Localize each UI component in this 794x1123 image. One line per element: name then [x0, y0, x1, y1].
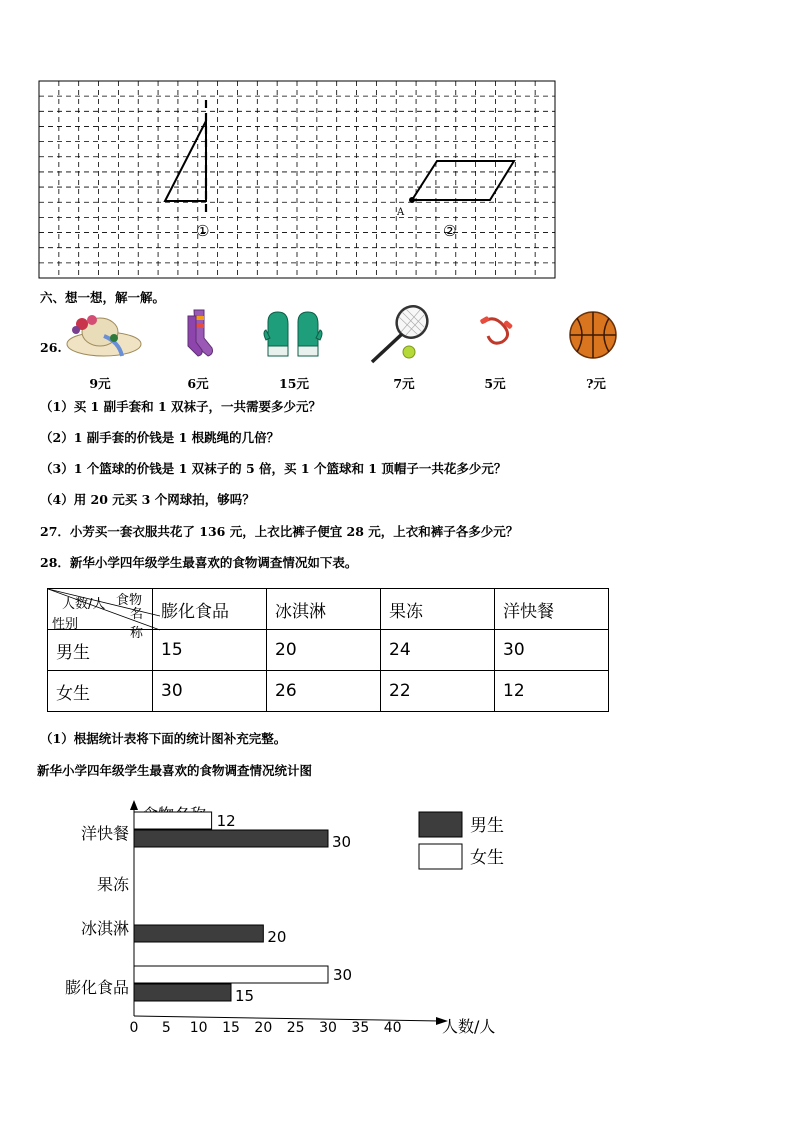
bar-boys: [134, 925, 263, 942]
section-6-title: 六、想一想，解一解。: [40, 290, 166, 305]
grid-figure: [38, 80, 558, 282]
gloves-price: 15元: [279, 376, 309, 391]
table-row-girls: [48, 671, 609, 712]
row-label-girls: 女生: [48, 671, 153, 712]
table-cell: 24: [381, 630, 495, 671]
hat-icon: [64, 308, 144, 360]
x-tick-label: 5: [161, 1020, 171, 1036]
basketball-price: ?元: [586, 376, 606, 391]
bar-label-boys: 20: [267, 928, 287, 946]
bar-label-boys: 15: [235, 987, 255, 1005]
jump-rope-icon: [478, 308, 518, 348]
corner-count-label: 人数/人: [62, 597, 106, 612]
x-tick-label: 25: [286, 1020, 305, 1036]
socks-price: 6元: [187, 376, 209, 391]
table-cell: 20: [267, 630, 381, 671]
x-tick-label: 0: [129, 1020, 139, 1036]
bar-girls: [134, 966, 328, 983]
y-tick-label: 冰淇淋: [80, 919, 129, 938]
y-tick-label: 膨化食品: [64, 978, 129, 997]
gloves-icon: [262, 308, 324, 360]
y-tick-label: 洋快餐: [80, 824, 129, 843]
point-a-label: A: [397, 207, 405, 218]
figure-2-label: ②: [443, 222, 457, 240]
table-cell: 15: [153, 630, 267, 671]
legend-label: 男生: [470, 816, 504, 836]
header-fast-food: 洋快餐: [495, 589, 609, 630]
triangle-shape: [165, 121, 206, 201]
header-ice-cream: 冰淇淋: [267, 589, 381, 630]
bar-girls: [134, 812, 212, 829]
x-tick-label: 30: [319, 1020, 337, 1036]
x-tick-label: 35: [351, 1020, 370, 1036]
basketball-icon: [568, 310, 618, 360]
q26-sub-4: （4）用 20 元买 3 个网球拍，够吗？: [40, 492, 255, 507]
bar-label-girls: 30: [333, 966, 353, 984]
bar-chart: [0, 790, 794, 1050]
table-corner-cell: [48, 589, 153, 641]
q28-sub-1: （1）根据统计表将下面的统计图补充完整。: [40, 731, 287, 746]
y-axis-arrow: [130, 800, 138, 810]
legend-swatch: [419, 844, 462, 869]
grid-lines: [39, 81, 555, 278]
q26-number: 26.: [40, 340, 62, 355]
table-cell: 26: [267, 671, 381, 712]
corner-name-label: 名称: [130, 607, 144, 641]
q26-sub-2: （2）1 副手套的价钱是 1 根跳绳的几倍？: [40, 430, 280, 445]
x-tick-label: 40: [383, 1020, 402, 1036]
bar-boys: [134, 830, 328, 847]
bar-boys: [134, 984, 231, 1001]
header-jelly: 果冻: [381, 589, 495, 630]
y-tick-label: 果冻: [96, 875, 129, 894]
jump-rope-price: 5元: [484, 376, 506, 391]
table-cell: 30: [153, 671, 267, 712]
q27-text: 27．小芳买一套衣服共花了 136 元，上衣比裤子便宜 28 元，上衣和裤子各多少元？: [40, 524, 519, 539]
corner-food-label: 食物: [116, 593, 143, 608]
x-tick-label: 15: [222, 1020, 240, 1036]
chart-title: 新华小学四年级学生最喜欢的食物调查情况统计图: [37, 763, 313, 778]
parallelogram-shape: [412, 161, 514, 200]
row-label-boys: 男生: [48, 630, 153, 671]
hat-price: 9元: [89, 376, 111, 391]
legend-swatch: [419, 812, 462, 837]
x-tick-label: 20: [254, 1020, 273, 1036]
table-cell: 12: [495, 671, 609, 712]
legend-label: 女生: [470, 848, 504, 868]
bar-label-girls: 12: [216, 812, 236, 830]
q26-sub-3: （3）1 个篮球的价钱是 1 双袜子的 5 倍，买 1 个篮球和 1 顶帽子一共花多少元？: [40, 461, 507, 476]
table-header-row: [48, 589, 609, 630]
x-tick-label: 10: [189, 1020, 208, 1036]
figure-1-label: ①: [196, 222, 210, 240]
x-axis-label: 人数/人: [442, 1017, 496, 1036]
socks-icon: [182, 308, 216, 360]
q28-text: 28．新华小学四年级学生最喜欢的食物调查情况如下表。: [40, 555, 358, 570]
survey-table: [47, 588, 609, 712]
table-cell: 22: [381, 671, 495, 712]
table-cell: 30: [495, 630, 609, 671]
corner-gender-label: 性别: [52, 617, 79, 632]
q26-sub-1: （1）买 1 副手套和 1 双袜子，一共需要多少元？: [40, 399, 322, 414]
header-puffed-food: 膨化食品: [153, 589, 267, 630]
racket-price: 7元: [393, 376, 415, 391]
point-a-dot: [409, 197, 415, 203]
bar-label-boys: 30: [332, 833, 352, 851]
tennis-racket-icon: [368, 304, 434, 364]
